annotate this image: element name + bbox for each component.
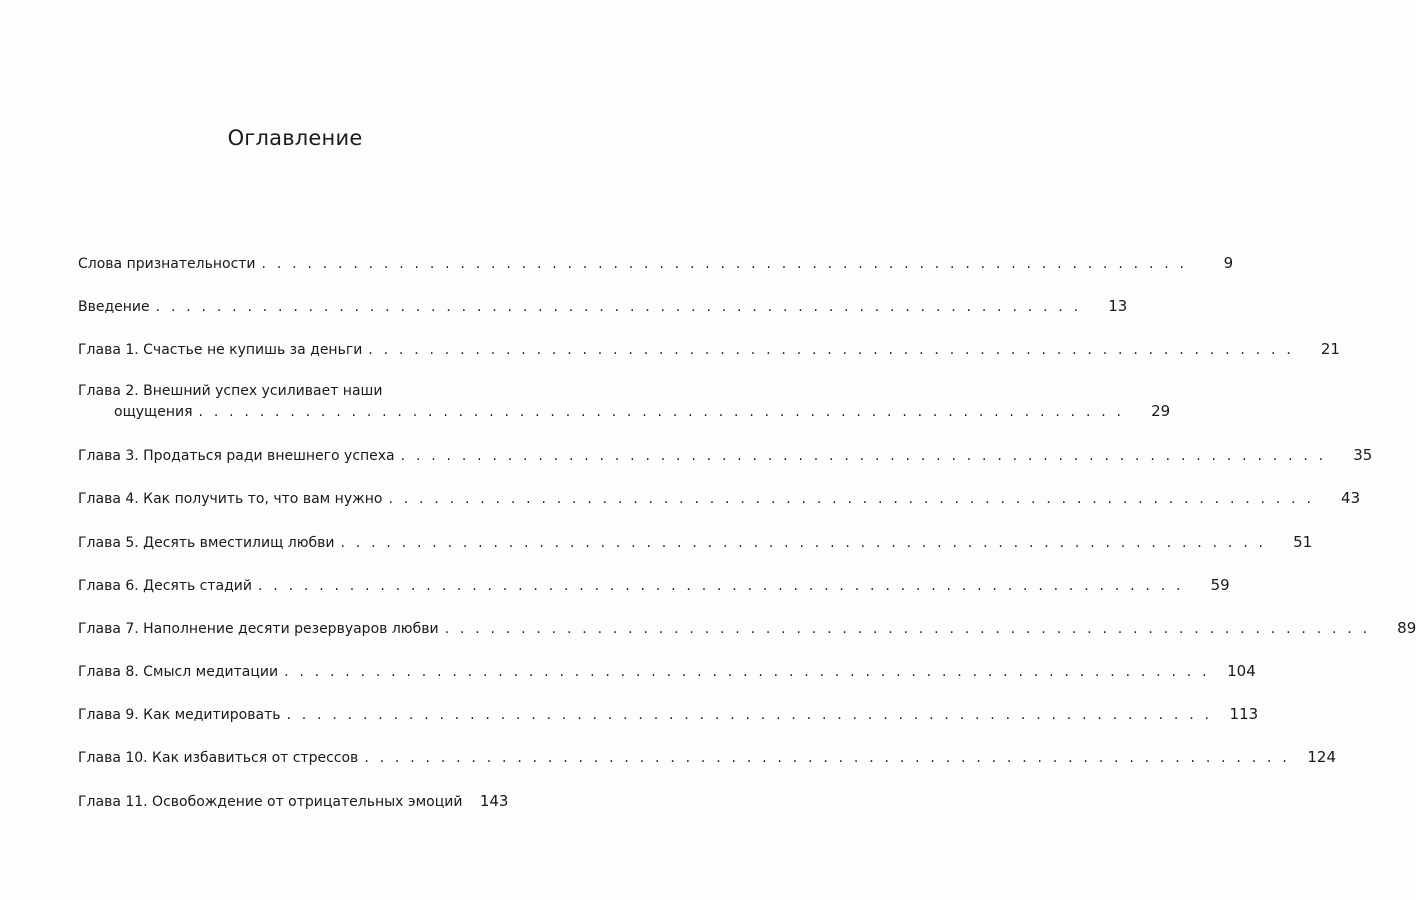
toc-entry-chapter-7[interactable] xyxy=(78,618,1416,639)
toc-page-number: 43 xyxy=(1341,489,1361,507)
toc-entry-label: Введение xyxy=(78,299,150,315)
dot-leader xyxy=(358,748,1290,768)
toc-page-number: 35 xyxy=(1353,446,1373,464)
toc-entry-label: Глава 5. Десять вместилищ любви xyxy=(78,535,335,551)
toc-page-number: 9 xyxy=(1223,254,1234,272)
toc-entry-label-line-2: ощущения xyxy=(114,404,193,420)
toc-entry-label: Глава 4. Как получить то, что вам нужно xyxy=(78,491,383,507)
dot-leader xyxy=(252,576,1184,596)
toc-entry-chapter-3[interactable] xyxy=(78,445,1373,466)
toc-entry-chapter-8[interactable] xyxy=(78,661,1256,682)
toc-entry-label: Глава 10. Как избавиться от стрессов xyxy=(78,750,359,766)
toc-entry-label: Слова признательности xyxy=(78,256,256,272)
toc-entry-chapter-10[interactable] xyxy=(78,747,1336,768)
toc-page-number: 113 xyxy=(1229,705,1259,723)
toc-entry-label: Глава 3. Продаться ради внешнего успеха xyxy=(78,448,395,464)
toc-entry-chapter-6[interactable] xyxy=(78,575,1230,596)
dot-leader xyxy=(280,705,1212,725)
dot-leader xyxy=(150,297,1082,317)
toc-entry-chapter-4[interactable] xyxy=(78,488,1361,509)
toc-entry-label: Глава 7. Наполнение десяти резервуаров любви xyxy=(78,621,439,637)
toc-entry-acknowledgements[interactable] xyxy=(78,253,1234,274)
toc-entry-label: Глава 8. Смысл медитации xyxy=(78,664,279,680)
dot-leader xyxy=(362,340,1294,360)
toc-entry-chapter-5[interactable] xyxy=(78,532,1313,553)
dot-leader xyxy=(382,489,1314,509)
dot-leader xyxy=(439,619,1371,639)
toc-entry-label: Глава 6. Десять стадий xyxy=(78,578,252,594)
toc-entry-label: Глава 1. Счастье не купишь за деньги xyxy=(78,342,363,358)
toc-page-number: 59 xyxy=(1210,576,1230,594)
toc-page-number: 143 xyxy=(479,792,509,810)
toc-entry-chapter-9[interactable] xyxy=(78,704,1259,725)
dot-leader xyxy=(256,254,1188,274)
toc-entry-introduction[interactable] xyxy=(78,296,1128,317)
toc-page-number: 21 xyxy=(1320,340,1340,358)
toc-entry-label: Глава 11. Освобождение от отрицательных эмоций xyxy=(78,794,463,810)
toc-page-number: 13 xyxy=(1108,297,1128,315)
toc-entry-label-line-1: Глава 2. Внешний успех усиливает наши xyxy=(78,383,383,399)
toc-entry-chapter-11[interactable] xyxy=(78,791,512,812)
dot-leader xyxy=(193,402,1125,422)
toc-page-number: 29 xyxy=(1151,402,1171,420)
toc-page-number: 89 xyxy=(1397,619,1416,637)
dot-leader xyxy=(395,446,1327,466)
dot-leader xyxy=(334,533,1266,553)
toc-page-number: 124 xyxy=(1307,748,1336,766)
toc-entry-chapter-2[interactable] xyxy=(78,381,1171,422)
page-title: Оглавление xyxy=(227,126,363,150)
toc-entry-chapter-1[interactable] xyxy=(78,339,1340,360)
toc-entry-label: Глава 9. Как медитировать xyxy=(78,707,281,723)
dot-leader xyxy=(278,662,1210,682)
toc-page-number: 51 xyxy=(1293,533,1313,551)
toc-page-number: 104 xyxy=(1227,662,1256,680)
